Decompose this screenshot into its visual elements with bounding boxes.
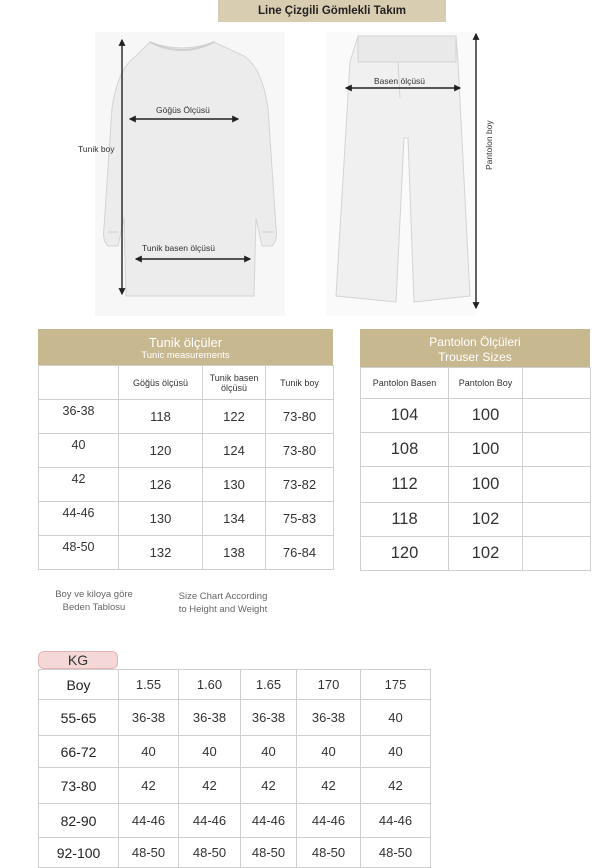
table-cell: 76-84 <box>266 536 334 570</box>
table-cell: 42 <box>361 768 431 804</box>
table-row <box>39 670 431 700</box>
gogus-label: Göğüs Ölçüsü <box>156 105 210 115</box>
table-row <box>39 536 334 570</box>
table-row <box>39 736 431 768</box>
table-cell: 48-50 <box>361 838 431 868</box>
table-cell <box>523 503 591 537</box>
table-cell: 40 <box>179 736 241 768</box>
table-cell: 104 <box>361 399 449 433</box>
trouser-table-header <box>360 329 590 367</box>
table-row <box>39 366 334 400</box>
table-cell <box>523 433 591 467</box>
tunic-title: Tunik ölçüler <box>148 335 223 350</box>
table-row <box>361 399 591 433</box>
table-cell: 73-82 <box>266 468 334 502</box>
table-header-cell: Pantolon Boy <box>449 368 523 399</box>
table-header-cell: 170 <box>297 670 361 700</box>
page-title: Line Çizgili Gömlekli Takım <box>218 0 446 22</box>
pantolon-boy-label: Pantolon boy <box>484 120 494 170</box>
table-row <box>39 400 334 434</box>
table-row <box>361 368 591 399</box>
table-header-cell: 1.60 <box>179 670 241 700</box>
table-cell: 120 <box>119 434 203 468</box>
table-cell: 40 <box>241 736 297 768</box>
table-row <box>39 838 431 868</box>
size-cell: 48-50 <box>39 536 119 570</box>
note-line: Size Chart According <box>178 591 268 602</box>
table-cell: 42 <box>297 768 361 804</box>
table-cell: 102 <box>449 537 523 571</box>
table-cell: 100 <box>449 399 523 433</box>
tunic-shape <box>104 42 277 296</box>
table-cell: 100 <box>449 433 523 467</box>
table-cell: 40 <box>297 736 361 768</box>
table-cell: 73-80 <box>266 400 334 434</box>
table-header-cell: Göğüs ölçüsü <box>119 366 203 400</box>
tunic-subtitle: Tunic measurements <box>141 350 230 361</box>
table-row <box>361 537 591 571</box>
table-header-cell: 1.65 <box>241 670 297 700</box>
table-cell: 118 <box>119 400 203 434</box>
garment-illustration <box>0 28 600 324</box>
table-row <box>39 700 431 736</box>
table-cell: 44-46 <box>119 804 179 838</box>
table-cell: 42 <box>179 768 241 804</box>
table-cell: 48-50 <box>297 838 361 868</box>
table-cell: 126 <box>119 468 203 502</box>
size-cell: 40 <box>39 434 119 468</box>
table-cell: 112 <box>361 467 449 503</box>
table-cell <box>39 366 119 400</box>
table-cell: 44-46 <box>179 804 241 838</box>
table-row <box>39 468 334 502</box>
table-cell <box>523 537 591 571</box>
table-cell <box>523 399 591 433</box>
size-chart-note-en <box>164 590 282 616</box>
table-cell: 73-80 <box>39 768 119 804</box>
basen-label: Basen ölçüsü <box>374 76 426 86</box>
table-cell: 130 <box>119 502 203 536</box>
note-line: Beden Tablosu <box>62 602 126 613</box>
table-cell: 36-38 <box>297 700 361 736</box>
table-row <box>361 503 591 537</box>
table-header-cell: Tunik basen ölçüsü <box>203 366 266 400</box>
table-row <box>361 467 591 503</box>
table-cell: 36-38 <box>241 700 297 736</box>
table-cell: 55-65 <box>39 700 119 736</box>
tunik-boy-label: Tunik boy <box>78 144 115 154</box>
table-header-cell <box>523 368 591 399</box>
table-cell: 108 <box>361 433 449 467</box>
table-cell: 42 <box>241 768 297 804</box>
table-cell: 130 <box>203 468 266 502</box>
table-cell: 36-38 <box>119 700 179 736</box>
table-cell: 40 <box>119 736 179 768</box>
table-row <box>39 502 334 536</box>
table-row <box>361 433 591 467</box>
note-line: to Height and Weight <box>178 604 268 615</box>
weight-height-table <box>38 669 431 868</box>
table-cell: 48-50 <box>241 838 297 868</box>
size-cell: 42 <box>39 468 119 502</box>
table-header-cell: Tunik boy <box>266 366 334 400</box>
tunic-table-header <box>38 329 333 365</box>
table-cell: 122 <box>203 400 266 434</box>
table-cell <box>523 467 591 503</box>
garment-drawing <box>0 28 600 324</box>
kg-tab: KG <box>38 651 118 669</box>
trouser-title: Pantolon Ölçüleri <box>429 335 521 349</box>
table-cell: 44-46 <box>361 804 431 838</box>
table-cell: 82-90 <box>39 804 119 838</box>
table-header-cell: 175 <box>361 670 431 700</box>
table-cell: 36-38 <box>179 700 241 736</box>
trouser-subtitle: Trouser Sizes <box>438 350 512 364</box>
table-cell: 40 <box>361 736 431 768</box>
trouser-size-table <box>360 367 591 571</box>
tunic-size-table <box>38 365 334 570</box>
tunik-basen-label: Tunik basen ölçüsü <box>142 243 215 253</box>
note-line: Boy ve kiloya göre <box>55 589 133 600</box>
size-cell: 36-38 <box>39 400 119 434</box>
table-row <box>39 804 431 838</box>
table-cell: 42 <box>119 768 179 804</box>
size-cell: 44-46 <box>39 502 119 536</box>
table-cell: 132 <box>119 536 203 570</box>
table-cell: 120 <box>361 537 449 571</box>
table-header-cell: 1.55 <box>119 670 179 700</box>
table-cell: 48-50 <box>119 838 179 868</box>
table-row <box>39 768 431 804</box>
table-cell: 44-46 <box>297 804 361 838</box>
table-header-cell: Pantolon Basen <box>361 368 449 399</box>
size-chart-note-tr <box>46 588 142 614</box>
table-cell: 48-50 <box>179 838 241 868</box>
table-cell: 75-83 <box>266 502 334 536</box>
table-header-cell: Boy <box>39 670 119 700</box>
table-cell: 118 <box>361 503 449 537</box>
table-cell: 134 <box>203 502 266 536</box>
table-cell: 102 <box>449 503 523 537</box>
table-cell: 100 <box>449 467 523 503</box>
table-row <box>39 434 334 468</box>
table-cell: 73-80 <box>266 434 334 468</box>
table-cell: 40 <box>361 700 431 736</box>
table-cell: 44-46 <box>241 804 297 838</box>
table-cell: 66-72 <box>39 736 119 768</box>
table-cell: 138 <box>203 536 266 570</box>
table-cell: 124 <box>203 434 266 468</box>
table-cell: 92-100 <box>39 838 119 868</box>
